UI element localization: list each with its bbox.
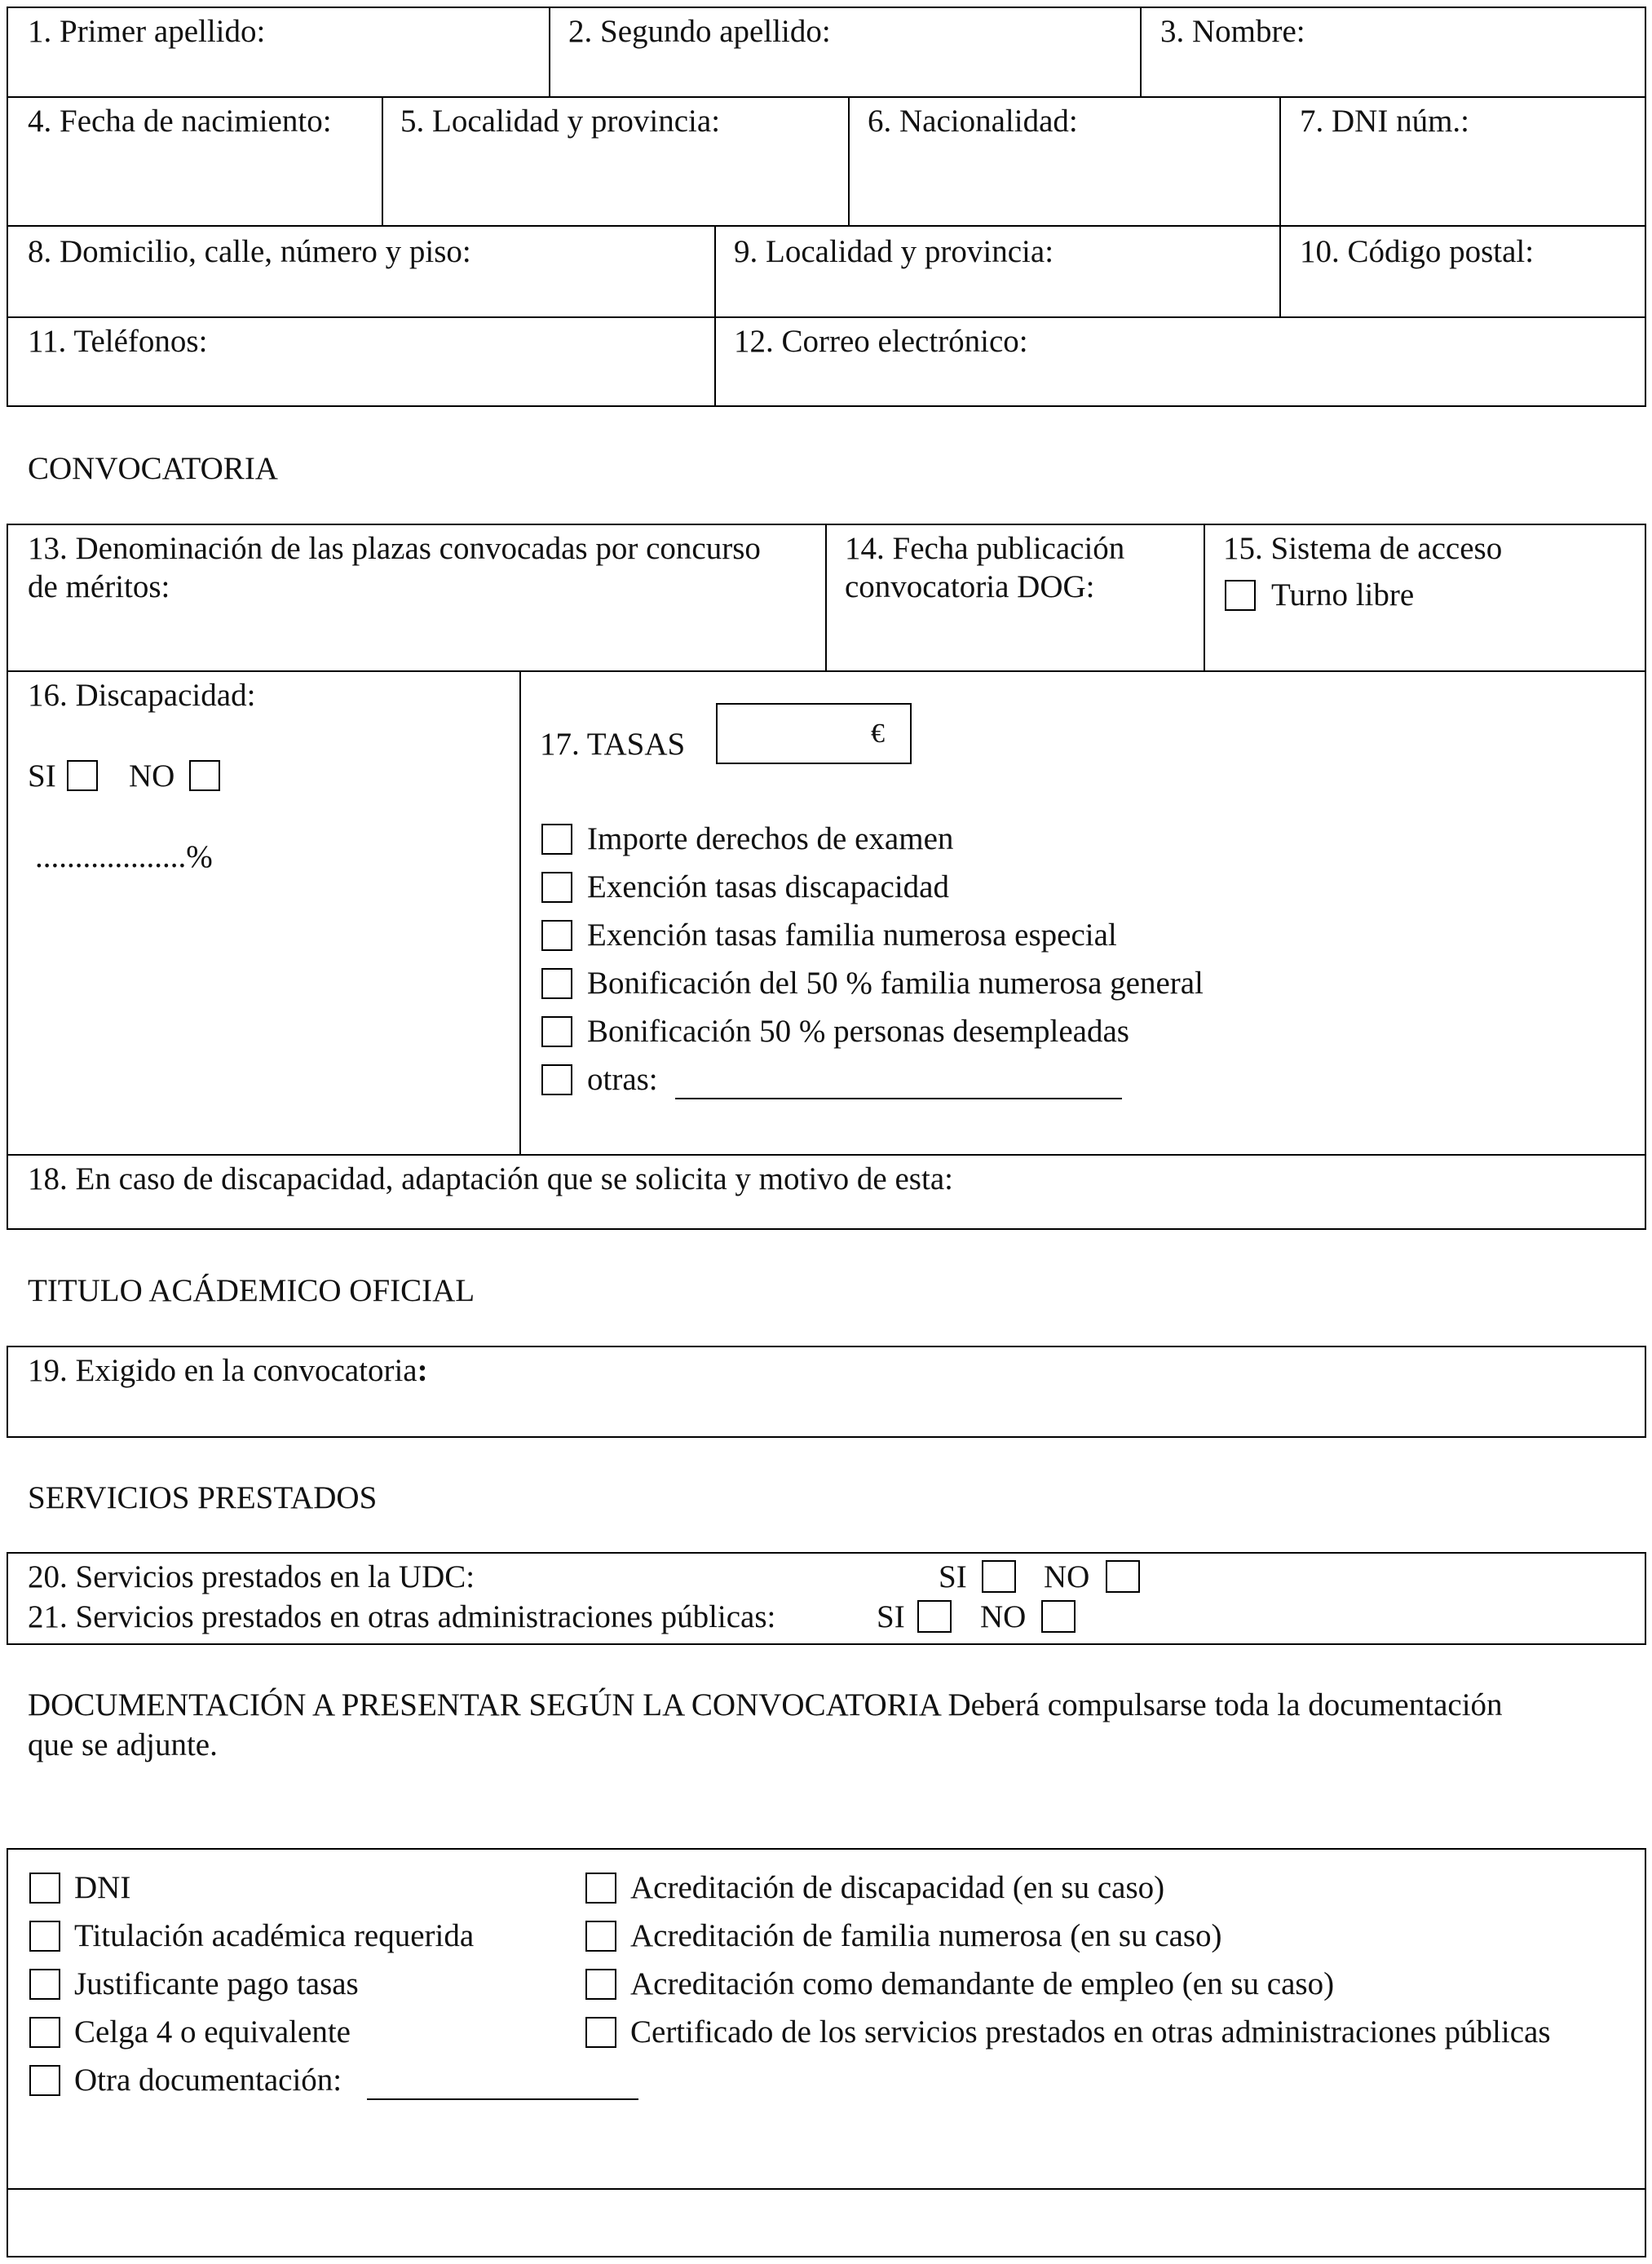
cell-divider (1140, 7, 1142, 96)
checkbox-discapacidad-si[interactable] (67, 760, 98, 791)
label-discapacidad-si: SI (28, 758, 56, 794)
checkbox-servicios-udc-si[interactable] (982, 1560, 1016, 1593)
field-codigo-postal[interactable]: 10. Código postal: (1300, 234, 1535, 269)
label-bonificacion-desempleadas: Bonificación 50 % personas desempleadas (587, 1014, 1129, 1049)
checkbox-servicios-udc-no[interactable] (1106, 1560, 1140, 1593)
row-divider (7, 1154, 1646, 1156)
label-servicios-udc: 20. Servicios prestados en la UDC: (28, 1559, 475, 1594)
checkbox-doc-titulacion[interactable] (29, 1921, 60, 1952)
label-bonificacion-familia-general: Bonificación del 50 % familia numerosa general (587, 966, 1204, 1001)
label-doc-acred-familia: Acreditación de familia numerosa (en su caso) (630, 1918, 1222, 1953)
label-discapacidad-no: NO (129, 758, 175, 794)
row-divider (7, 2188, 1646, 2190)
checkbox-otras[interactable] (541, 1064, 572, 1095)
checkbox-bonificacion-familia-general[interactable] (541, 968, 572, 999)
field-dni[interactable]: 7. DNI núm.: (1300, 104, 1469, 139)
label-doc-justificante: Justificante pago tasas (74, 1966, 359, 2001)
cell-divider (519, 670, 521, 1154)
field-denominacion-plazas-cont: de méritos: (28, 569, 170, 604)
cell-divider (848, 96, 850, 225)
label-turno-libre: Turno libre (1271, 577, 1415, 612)
checkbox-doc-certificado-servicios[interactable] (585, 2017, 616, 2048)
label-doc-dni: DNI (74, 1870, 131, 1905)
checkbox-bonificacion-desempleadas[interactable] (541, 1016, 572, 1047)
checkbox-doc-acred-empleo[interactable] (585, 1969, 616, 2000)
field-fecha-nacimiento[interactable]: 4. Fecha de nacimiento: (28, 104, 332, 139)
section-heading-documentacion-cont: que se adjunte. (28, 1727, 218, 1762)
section-heading-convocatoria: CONVOCATORIA (28, 451, 278, 486)
field-correo[interactable]: 12. Correo electrónico: (734, 324, 1028, 359)
section-heading-documentacion: DOCUMENTACIÓN A PRESENTAR SEGÚN LA CONVOCATORIA Deberá compulsarse toda la documentación (28, 1687, 1503, 1722)
otra-documentacion-underline-field[interactable] (367, 2098, 638, 2100)
label-exencion-discapacidad: Exención tasas discapacidad (587, 869, 949, 904)
field-primer-apellido[interactable]: 1. Primer apellido: (28, 14, 266, 49)
cell-divider (1279, 96, 1281, 225)
cell-divider (1279, 225, 1281, 316)
checkbox-doc-acred-familia[interactable] (585, 1921, 616, 1952)
checkbox-importe-derechos[interactable] (541, 824, 572, 855)
label-doc-titulacion: Titulación académica requerida (74, 1918, 475, 1953)
row-divider (7, 670, 1646, 672)
label-doc-acred-empleo: Acreditación como demandante de empleo (en su caso) (630, 1966, 1335, 2001)
field-localidad-nacimiento[interactable]: 5. Localidad y provincia: (400, 104, 721, 139)
field-tasas: 17. TASAS (540, 727, 686, 762)
checkbox-doc-acred-discapacidad[interactable] (585, 1873, 616, 1904)
field-titulo-exigido-label: 19. Exigido en la convocatoria (28, 1353, 417, 1388)
field-titulo-exigido[interactable] (28, 1352, 428, 1391)
checkbox-doc-justificante[interactable] (29, 1969, 60, 2000)
field-segundo-apellido[interactable]: 2. Segundo apellido: (568, 14, 831, 49)
cell-divider (1204, 524, 1205, 670)
field-denominacion-plazas[interactable]: 13. Denominación de las plazas convocadas por concurso (28, 531, 761, 566)
checkbox-doc-dni[interactable] (29, 1873, 60, 1904)
label-importe-derechos: Importe derechos de examen (587, 821, 954, 856)
cell-divider (825, 524, 827, 670)
field-discapacidad: 16. Discapacidad: (28, 678, 256, 713)
euro-symbol: € (871, 719, 885, 749)
label-servicios-otras: 21. Servicios prestados en otras administraciones públicas: (28, 1599, 776, 1634)
row-divider (7, 316, 1646, 318)
checkbox-exencion-familia-especial[interactable] (541, 920, 572, 951)
field-fecha-publicacion-cont: convocatoria DOG: (845, 569, 1095, 604)
section-heading-titulo: TITULO ACÁDEMICO OFICIAL (28, 1273, 475, 1308)
field-adaptacion-discapacidad[interactable]: 18. En caso de discapacidad, adaptación que se solicita y motivo de esta: (28, 1161, 953, 1196)
cell-divider (549, 7, 550, 96)
label-servicios-udc-no: NO (1044, 1559, 1090, 1594)
label-servicios-otras-si: SI (877, 1599, 905, 1634)
label-otras: otras: (587, 1062, 658, 1097)
otras-underline-field[interactable] (675, 1098, 1122, 1099)
label-servicios-otras-no: NO (980, 1599, 1027, 1634)
documentacion-table (7, 1848, 1646, 2257)
checkbox-turno-libre[interactable] (1225, 580, 1256, 611)
label-doc-acred-discapacidad: Acreditación de discapacidad (en su caso) (630, 1870, 1165, 1905)
field-discapacidad-porcentaje[interactable]: ...................% (35, 839, 213, 874)
section-heading-servicios: SERVICIOS PRESTADOS (28, 1480, 378, 1515)
checkbox-exencion-discapacidad[interactable] (541, 872, 572, 903)
checkbox-doc-celga[interactable] (29, 2017, 60, 2048)
cell-divider (714, 225, 716, 316)
label-servicios-udc-si: SI (939, 1559, 967, 1594)
cell-divider (714, 316, 716, 407)
label-exencion-familia-especial: Exención tasas familia numerosa especial (587, 918, 1117, 953)
field-nombre[interactable]: 3. Nombre: (1160, 14, 1305, 49)
field-fecha-publicacion[interactable]: 14. Fecha publicación (845, 531, 1125, 566)
label-doc-celga: Celga 4 o equivalente (74, 2014, 351, 2050)
row-divider (7, 96, 1646, 98)
checkbox-discapacidad-no[interactable] (189, 760, 220, 791)
field-sistema-acceso: 15. Sistema de acceso (1223, 531, 1503, 566)
label-doc-certificado-servicios: Certificado de los servicios prestados en otras administraciones públicas (630, 2014, 1551, 2050)
field-titulo-exigido-colon: : (417, 1353, 428, 1388)
field-localidad-domicilio[interactable]: 9. Localidad y provincia: (734, 234, 1054, 269)
field-telefonos[interactable]: 11. Teléfonos: (28, 324, 208, 359)
checkbox-servicios-otras-si[interactable] (917, 1600, 952, 1633)
checkbox-doc-otra[interactable] (29, 2065, 60, 2096)
field-nacionalidad[interactable]: 6. Nacionalidad: (868, 104, 1078, 139)
checkbox-servicios-otras-no[interactable] (1041, 1600, 1076, 1633)
row-divider (7, 225, 1646, 227)
label-doc-otra: Otra documentación: (74, 2063, 342, 2098)
field-domicilio[interactable]: 8. Domicilio, calle, número y piso: (28, 234, 471, 269)
cell-divider (382, 96, 383, 225)
